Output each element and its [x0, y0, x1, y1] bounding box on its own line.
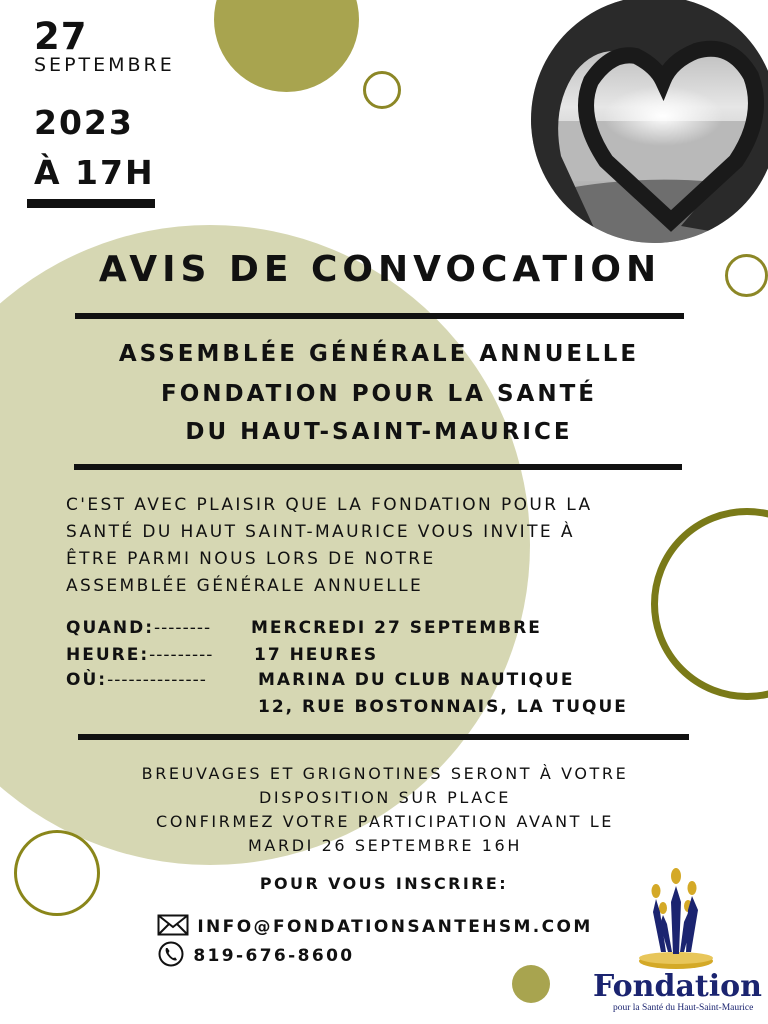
phone-number[interactable]: 819-676-8600	[193, 946, 355, 966]
divider-top	[75, 313, 684, 319]
where-dots: --------------	[107, 670, 207, 690]
subtitle-line-2: FONDATION POUR LA SANTÉ	[161, 381, 597, 407]
divider-middle	[74, 464, 682, 470]
date-day: 27	[34, 15, 88, 58]
decorative-dot-bottom	[512, 965, 550, 1003]
email-address[interactable]: INFO@FONDATIONSANTEHSM.COM	[197, 917, 593, 937]
where-value-line-2: 12, RUE BOSTONNAIS, LA TUQUE	[258, 697, 628, 717]
where-value-line-1: MARINA DU CLUB NAUTIQUE	[258, 670, 575, 690]
closing-line: BREUVAGES ET GRIGNOTINES SERONT À VOTRE	[141, 764, 629, 783]
decorative-ring-top	[363, 71, 401, 109]
subtitle-line-1: ASSEMBLÉE GÉNÉRALE ANNUELLE	[118, 341, 640, 367]
date-month: SEPTEMBRE	[34, 54, 175, 76]
intro-paragraph	[66, 492, 706, 600]
time-value: 17 HEURES	[254, 645, 379, 665]
phone-icon	[157, 941, 185, 971]
when-label: QUAND:	[66, 618, 155, 638]
intro-line: ÊTRE PARMI NOUS LORS DE NOTRE	[66, 549, 436, 569]
detail-where	[66, 672, 207, 689]
phone-contact[interactable]	[157, 941, 355, 971]
closing-line: MARDI 26 SEPTEMBRE 16H	[248, 836, 522, 855]
date-year: 2023	[34, 103, 134, 142]
email-contact[interactable]	[157, 914, 593, 940]
foundation-logo-wordmark: Fondation	[593, 969, 762, 1004]
date-underline	[27, 199, 155, 208]
page-title: AVIS DE CONVOCATION	[98, 249, 662, 290]
closing-paragraph	[40, 762, 730, 858]
detail-time	[66, 647, 213, 664]
closing-line: DISPOSITION SUR PLACE	[259, 788, 511, 807]
register-heading: POUR VOUS INSCRIRE:	[259, 874, 509, 893]
intro-line: ASSEMBLÉE GÉNÉRALE ANNUELLE	[66, 576, 424, 596]
intro-line: C'EST AVEC PLAISIR QUE LA FONDATION POUR LA	[66, 495, 593, 515]
time-label: HEURE:	[66, 645, 150, 665]
where-label: OÙ:	[66, 670, 108, 690]
subtitle-line-3: DU HAUT-SAINT-MAURICE	[185, 419, 573, 445]
when-dots: --------	[154, 618, 212, 638]
date-time: À 17H	[34, 153, 155, 192]
intro-line: SANTÉ DU HAUT SAINT-MAURICE VOUS INVITE À	[66, 522, 575, 542]
closing-line: CONFIRMEZ VOTRE PARTICIPATION AVANT LE	[156, 812, 614, 831]
decorative-dot-top	[214, 0, 359, 92]
foundation-logo-tagline: pour la Santé du Haut-Saint-Maurice	[613, 1003, 754, 1013]
foundation-logo-graphic	[636, 866, 716, 972]
when-value: MERCREDI 27 SEPTEMBRE	[251, 618, 542, 638]
envelope-icon	[157, 914, 189, 940]
divider-bottom	[78, 734, 689, 740]
detail-when	[66, 620, 211, 637]
heart-hands-photo	[531, 0, 768, 243]
time-dots: ---------	[149, 645, 214, 665]
